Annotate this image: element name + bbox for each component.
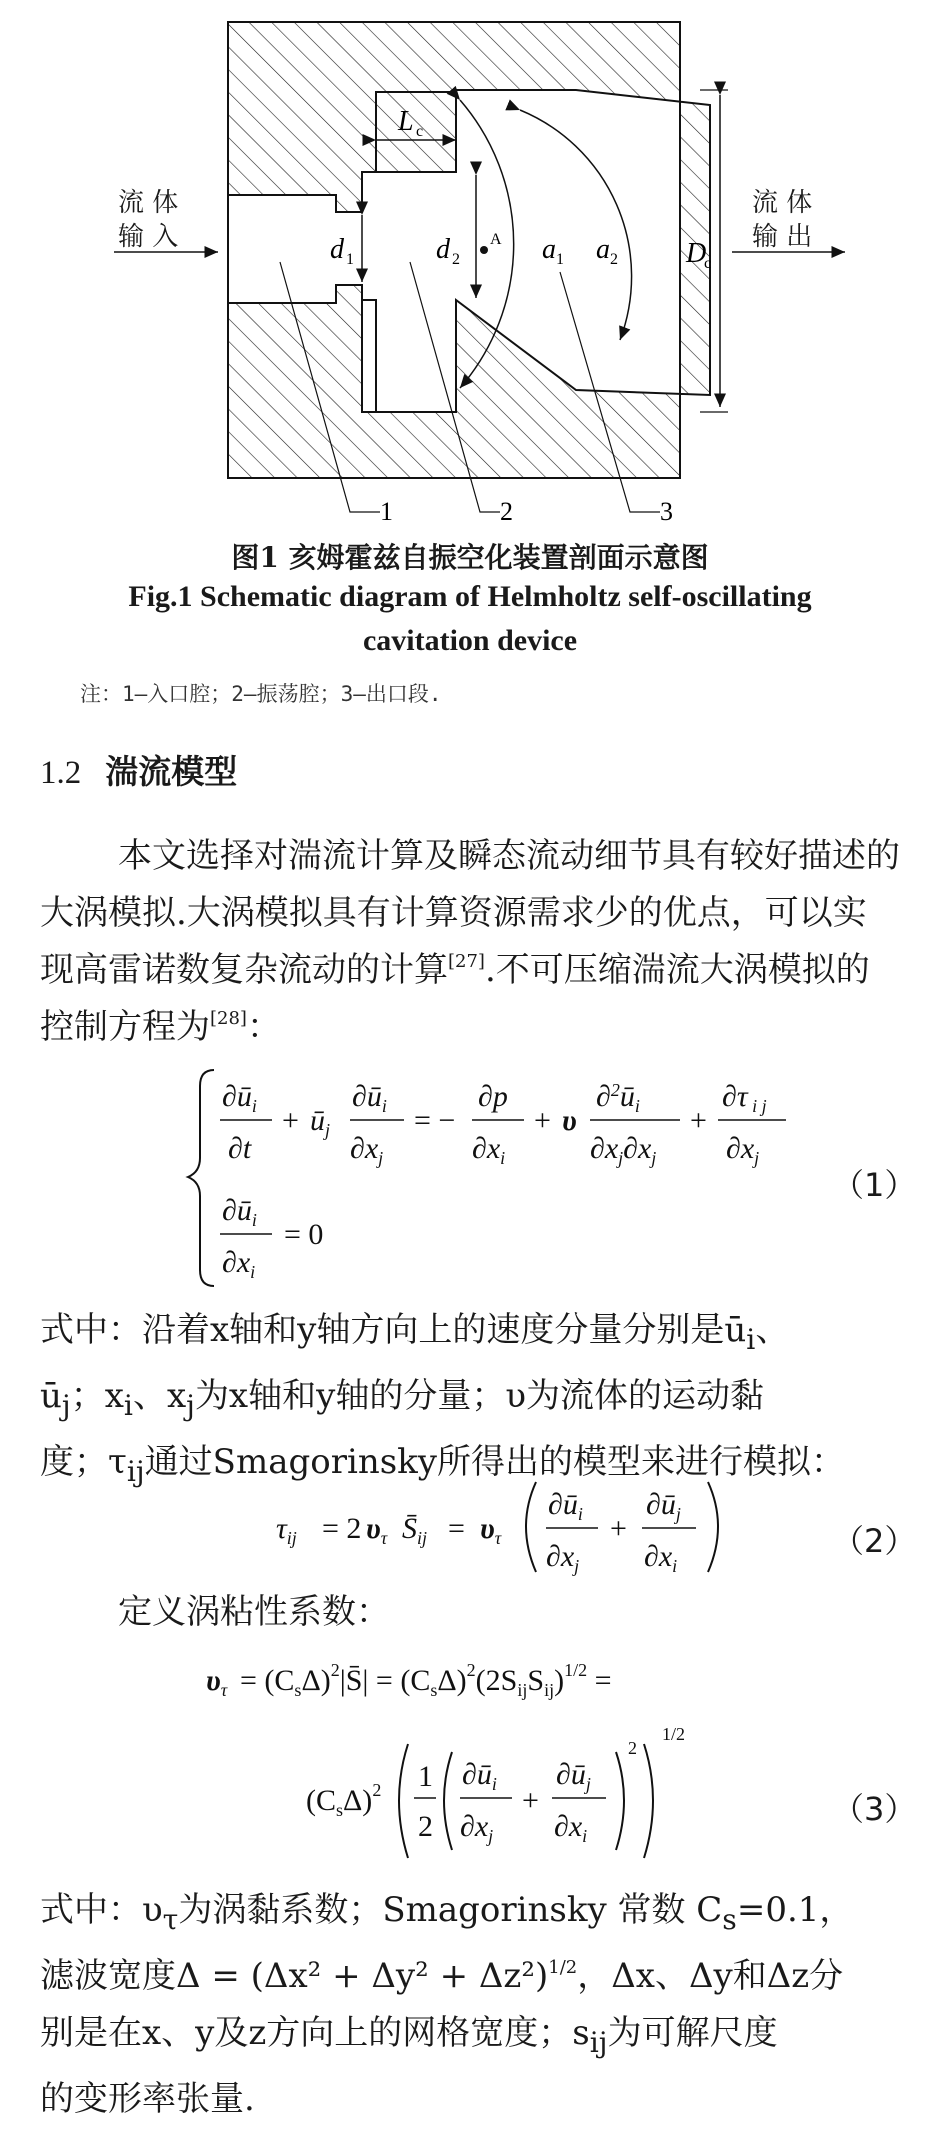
- point-a-marker: [480, 246, 488, 254]
- paragraph-3: 式中：$\upsilon_\tau$为涡黏系数；Smagorinsky 常数 $C_s=0.1$， 滤波宽度$\Delta = (\Delta x^2 + \Delta y^2 + \Delta z^2)^{1/2}$，Δx、Δy和Δz分 别是在x、y及z方向上的网格宽度；$s_{ij}$为可解尺度 的变形率张量.: [40, 1890, 854, 2119]
- citation-28: [28]: [210, 1008, 247, 1029]
- svg-text:d: d: [330, 234, 344, 265]
- svg-text:2: 2: [418, 1810, 433, 1843]
- svg-text:∂τ i j: ∂τ $_{i j}$: [722, 1080, 767, 1116]
- svg-text:∂ūi: $\partial ū_i$: [222, 1080, 257, 1116]
- svg-text:∂ūi: $\partial ū_i$: [462, 1758, 497, 1794]
- paragraph-1: 本文选择对湍流计算及瞬态流动细节具有较好描述的大涡模拟.大涡模拟具有计算资源需求少的优点，可以实现高雷诺数复杂流动的计算[27].不可压缩湍流大涡模拟的控制方程为[28]：: [40, 836, 900, 1047]
- figure-caption-cn: 图1 亥姆霍兹自振空化装置剖面示意图: [231, 541, 709, 574]
- svg-text:∂xi: $\partial x_i$: [222, 1246, 256, 1282]
- svg-text:υτ: $\upsilon_\tau$: [366, 1512, 388, 1548]
- svg-text:∂p: ∂p: [478, 1080, 508, 1113]
- angle-a2-arc: [520, 110, 632, 340]
- svg-text:2: 2: [628, 1738, 637, 1758]
- svg-text:∂xi: $\partial x_i$: [644, 1540, 678, 1576]
- inlet-label: 流 体 输 入: [118, 188, 179, 252]
- svg-text:D: D: [686, 238, 707, 269]
- svg-text:=: =: [448, 1512, 465, 1545]
- leader-label-1: 1: [380, 497, 393, 526]
- svg-text:∂xi: $\partial x_i$: [472, 1132, 506, 1168]
- svg-text:∂2ūi: $\partial^2ū_i$: [596, 1080, 640, 1116]
- label-point-a: A: [490, 231, 502, 248]
- svg-text:∂ūi: $\partial ū_i$: [352, 1080, 387, 1116]
- equation-1-number: （1）: [832, 1166, 917, 1204]
- svg-text:υτ: $\upsilon_\tau$: [206, 1664, 228, 1700]
- svg-text:c: c: [704, 255, 712, 272]
- svg-text:+: +: [522, 1784, 539, 1817]
- svg-text:1/2: 1/2: [662, 1724, 686, 1744]
- svg-text:τij: $\tau_{ij}$: [276, 1512, 297, 1548]
- label-a1: [542, 234, 564, 268]
- device-body-hatched: [228, 22, 710, 478]
- equation-2: [0, 1470, 940, 1580]
- svg-text:+: +: [534, 1104, 551, 1137]
- equation-2-number: （2）: [832, 1522, 917, 1560]
- figure-note: 注：1—入口腔；2—振荡腔；3—出口段.: [80, 682, 442, 706]
- svg-text:∂xj: $\partial x_j$: [350, 1132, 384, 1168]
- figure-caption-en-line2: cavitation device: [362, 624, 578, 657]
- svg-text:∂ūi: $\partial ū_i$: [548, 1488, 583, 1524]
- svg-text:1: 1: [418, 1760, 433, 1793]
- label-d1: [330, 234, 354, 268]
- svg-text:1: 1: [556, 251, 564, 268]
- label-a2: [596, 234, 618, 268]
- cavitation-device-schematic: [0, 0, 940, 530]
- svg-text:+: +: [610, 1512, 627, 1545]
- label-d2: [436, 234, 460, 268]
- section-number: 1.2: [40, 755, 82, 791]
- citation-27: [27]: [448, 951, 485, 972]
- svg-text:υτ: $\upsilon_\tau$: [480, 1512, 502, 1548]
- svg-text:1: 1: [346, 251, 354, 268]
- paragraph-2: 式中：沿着x轴和y轴方向上的速度分量分别是$ū_i$、 $ū_j$；$x_i$、$x_j$为x轴和y轴的分量；υ为流体的运动黏 度；$\tau_{ij}$通过Smagorinsky所得出的模型来进行模拟：: [40, 1310, 845, 1488]
- svg-text:= −: = −: [414, 1104, 456, 1137]
- section-heading: [40, 746, 237, 793]
- svg-text:υ: υ: [562, 1104, 577, 1137]
- svg-text:a: a: [596, 234, 610, 265]
- svg-text:∂xj∂xj: $\partial x_j\partial x_j$: [590, 1132, 657, 1168]
- svg-text:∂xj: $\partial x_j$: [546, 1540, 580, 1576]
- svg-text:= 2: = 2: [322, 1512, 362, 1545]
- svg-text:∂t: ∂t: [228, 1132, 252, 1165]
- equation-1: [0, 1062, 940, 1302]
- svg-text:ūj: $ū_j$: [310, 1104, 331, 1140]
- svg-text:(CsΔ)2: $(C_s\Delta)^2$: [306, 1780, 382, 1820]
- svg-text:= (CsΔ)2|S̄| = (CsΔ)2(2SijSij): = $(C_s\Delta)^2|S̄| = (C_s\Delta)^2(2S_{ij}S_{ij})^{1/2}$ =: [240, 1660, 612, 1700]
- leader-label-2: 2: [500, 497, 513, 526]
- svg-text:+: +: [690, 1104, 707, 1137]
- svg-text:∂ūj: $\partial ū_j$: [556, 1758, 591, 1794]
- svg-text:= 0: = 0: [284, 1218, 324, 1251]
- svg-text:d: d: [436, 234, 450, 265]
- svg-text:L: L: [398, 106, 414, 137]
- figure-caption-en-line1: Fig.1 Schematic diagram of Helmholtz self-oscillating: [128, 580, 812, 613]
- svg-text:+: +: [282, 1104, 299, 1137]
- svg-text:S̄ij: $S̄_{ij}$: [402, 1512, 428, 1548]
- svg-text:c: c: [416, 123, 424, 140]
- leader-label-3: 3: [660, 497, 673, 526]
- svg-text:2: 2: [452, 251, 460, 268]
- svg-text:2: 2: [610, 251, 618, 268]
- define-eddy-viscosity-line: 定义涡粘性系数：: [118, 1592, 390, 1632]
- svg-text:∂xj: $\partial x_j$: [726, 1132, 760, 1168]
- svg-text:∂xi: $\partial x_i$: [554, 1810, 588, 1846]
- svg-text:∂xj: $\partial x_j$: [460, 1810, 494, 1846]
- section-title: 湍流模型: [105, 752, 238, 791]
- equation-3-number: （3）: [832, 1790, 917, 1828]
- svg-text:a: a: [542, 234, 556, 265]
- outlet-label: 流 体 输 出: [752, 188, 813, 252]
- equation-3: [0, 1640, 940, 1870]
- svg-text:∂ūj: $\partial ū_j$: [646, 1488, 681, 1524]
- svg-text:∂ūi: $\partial ū_i$: [222, 1194, 257, 1230]
